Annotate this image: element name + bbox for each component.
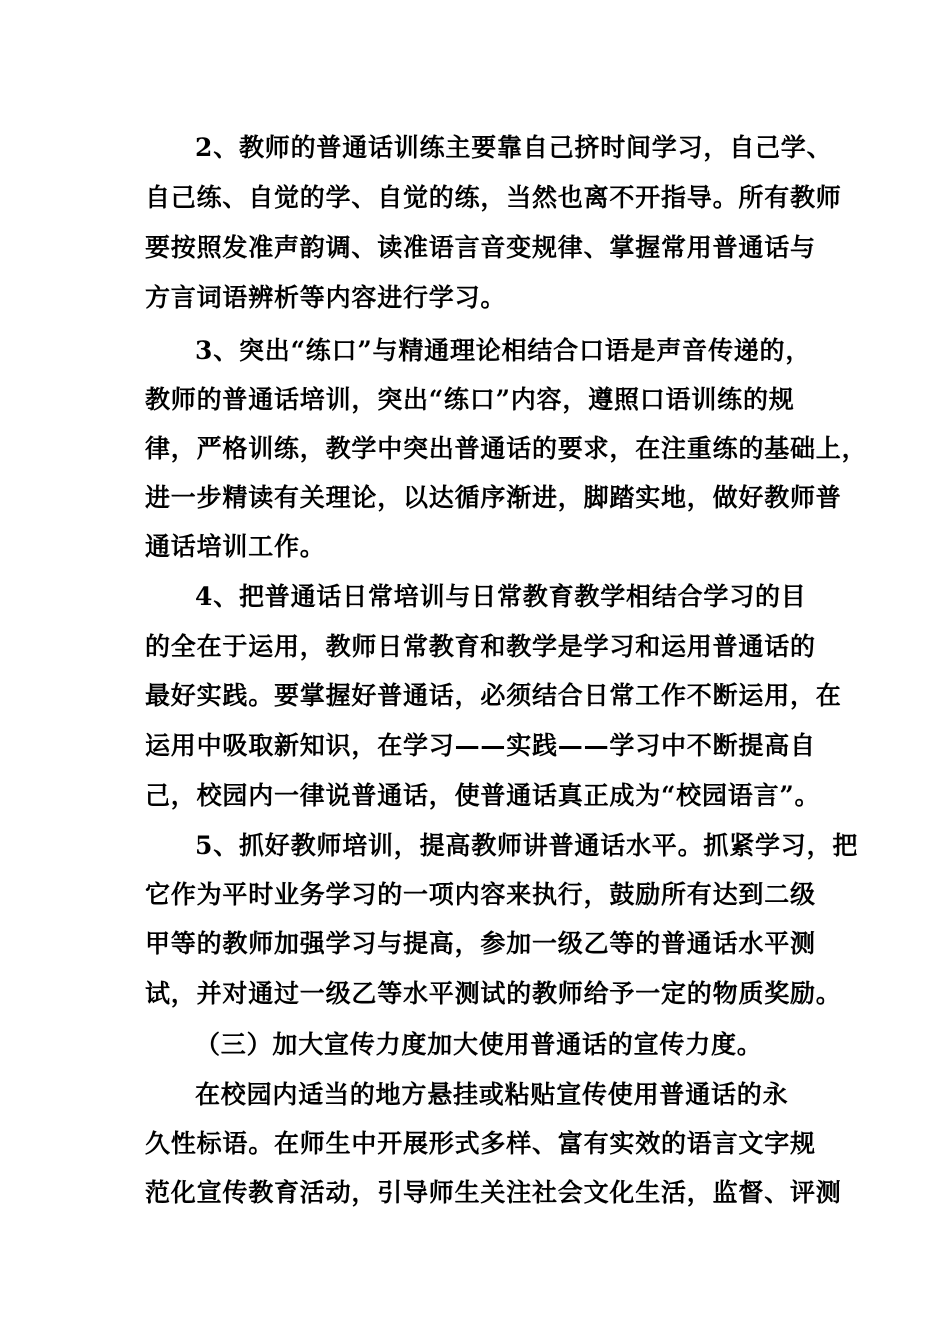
- paragraph-3-line-2: 教师的普通话培训，突出“练口”内容，遵照口语训练的规: [145, 385, 795, 414]
- paragraph-6-line-2: 久性标语。在师生中开展形式多样、富有实效的语言文字规: [145, 1129, 816, 1158]
- paragraph-5-line-2: 它作为平时业务学习的一项内容来执行，鼓励所有达到二级: [145, 880, 816, 909]
- paragraph-2-line-4: 方言词语辨析等内容进行学习。: [145, 283, 507, 312]
- paragraph-4-line-2: 的全在于运用，教师日常教育和教学是学习和运用普通话的: [145, 632, 816, 661]
- paragraph-3-line-3: 律，严格训练，教学中突出普通话的要求，在注重练的基础上，: [145, 434, 868, 463]
- paragraph-4-line-4: 运用中吸取新知识，在学习——实践——学习中不断提高自: [145, 731, 816, 760]
- paragraph-3-line-4: 进一步精读有关理论，以达循序渐进，脚踏实地，做好教师普: [145, 483, 842, 512]
- paragraph-5-line-4: 试，并对通过一级乙等水平测试的教师给予一定的物质奖励。: [145, 979, 842, 1008]
- paragraph-3-line-5: 通话培训工作。: [145, 532, 326, 561]
- paragraph-6-line-1: 在校园内适当的地方悬挂或粘贴宣传使用普通话的永: [195, 1080, 789, 1109]
- paragraph-5-line-3: 甲等的教师加强学习与提高，参加一级乙等的普通话水平测: [145, 929, 816, 958]
- paragraph-2-line-1: 2、教师的普通话训练主要靠自己挤时间学习，自己学、: [195, 133, 833, 162]
- paragraph-4-line-5: 己，校园内一律说普通话，使普通话真正成为“校园语言”。: [145, 781, 821, 810]
- section-heading-three: （三）加大宣传力度加大使用普通话的宣传力度。: [195, 1030, 763, 1059]
- paragraph-3-line-1: 3、突出“练口”与精通理论相结合口语是声音传递的，: [195, 336, 812, 365]
- paragraph-2-line-3: 要按照发准声韵调、读准语言音变规律、掌握常用普通话与: [145, 233, 816, 262]
- paragraph-5-line-1: 5、抓好教师培训，提高教师讲普通话水平。抓紧学习，把: [195, 831, 859, 860]
- paragraph-4-line-1: 4、把普通话日常培训与日常教育教学相结合学习的目: [195, 582, 807, 611]
- paragraph-6-line-3: 范化宣传教育活动，引导师生关注社会文化生活，监督、评测: [145, 1178, 842, 1207]
- paragraph-4-line-3: 最好实践。要掌握好普通话，必须结合日常工作不断运用，在: [145, 681, 842, 710]
- paragraph-2-line-2: 自己练、自觉的学、自觉的练，当然也离不开指导。所有教师: [145, 183, 842, 212]
